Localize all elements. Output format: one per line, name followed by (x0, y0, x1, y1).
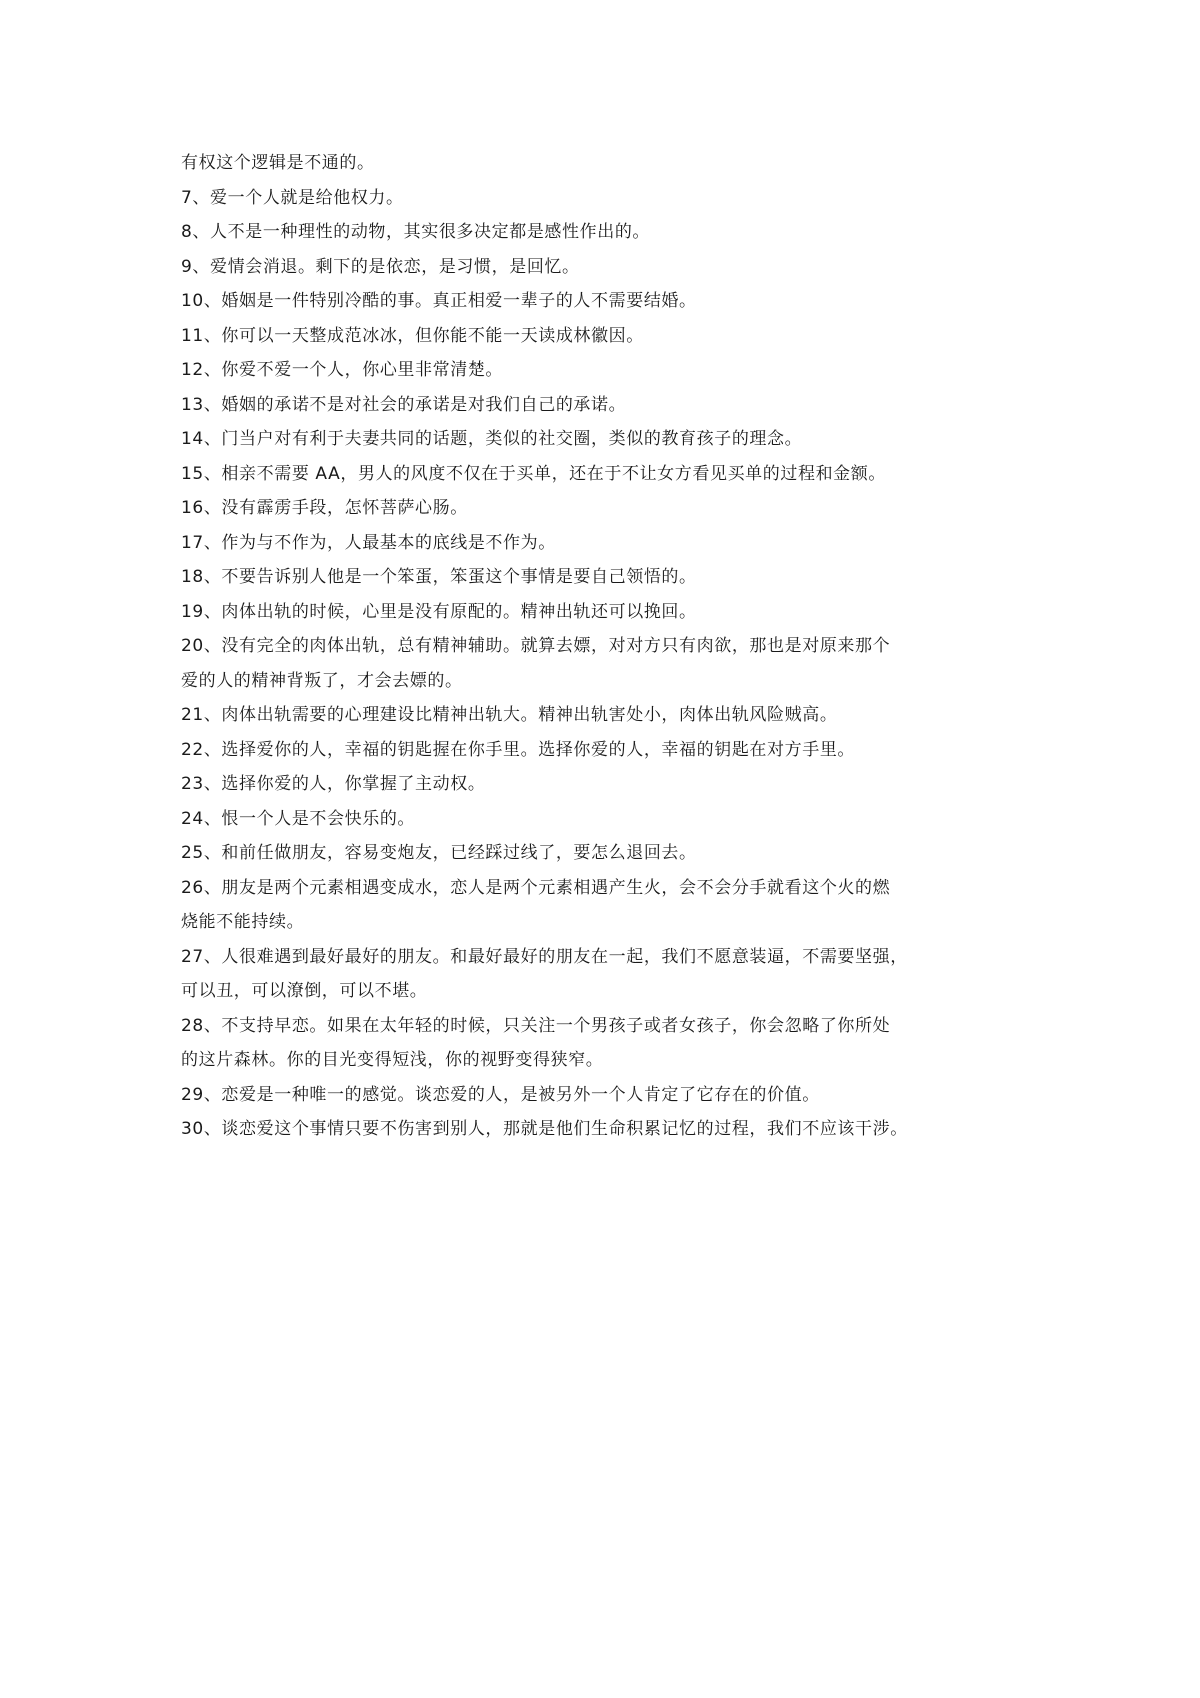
list-item (181, 526, 1041, 561)
list-item-line: 27、人很难遇到最好最好的朋友。和最好最好的朋友在一起，我们不愿意装逼，不需要坚强， (181, 946, 908, 967)
list-item (181, 457, 1041, 492)
list-item (181, 319, 1041, 354)
list-item-line: 9、爱情会消退。剩下的是依恋，是习惯，是回忆。 (181, 256, 580, 277)
continuation-line: 有权这个逻辑是不通的。 (181, 153, 375, 173)
list-item-line: 可以丑，可以潦倒，可以不堪。 (181, 981, 428, 1001)
list-item-line: 17、作为与不作为，人最基本的底线是不作为。 (181, 532, 556, 553)
list-item-line: 的这片森林。你的目光变得短浅，你的视野变得狭窄。 (181, 1050, 604, 1070)
list-item-line: 20、没有完全的肉体出轨，总有精神辅助。就算去嫖，对对方只有肉欲，那也是对原来那个 (181, 636, 891, 656)
document-body (181, 146, 1041, 1147)
list-item-line: 14、门当户对有利于夫妻共同的话题，类似的社交圈，类似的教育孩子的理念。 (181, 429, 803, 449)
list-item (181, 353, 1041, 388)
list-item-line: 16、没有霹雳手段，怎怀菩萨心肠。 (181, 498, 468, 518)
list-item-line: 29、恋爱是一种唯一的感觉。谈恋爱的人，是被另外一个人肯定了它存在的价值。 (181, 1084, 820, 1105)
list-item-line: 15、相亲不需要 AA，男人的风度不仅在于买单，还在于不让女方看见买单的过程和金额。 (181, 463, 886, 484)
list-item (181, 1112, 1041, 1147)
list-item-line: 10、婚姻是一件特别冷酷的事。真正相爱一辈子的人不需要结婚。 (181, 291, 697, 311)
list-item-line: 19、肉体出轨的时候，心里是没有原配的。精神出轨还可以挽回。 (181, 601, 697, 622)
list-item (181, 698, 1041, 733)
list-item (181, 871, 1041, 940)
list-item (181, 491, 1041, 526)
list-item-line: 21、肉体出轨需要的心理建设比精神出轨大。精神出轨害处小，肉体出轨风险贼高。 (181, 705, 838, 725)
list-item-line: 11、你可以一天整成范冰冰，但你能不能一天读成林徽因。 (181, 325, 644, 346)
list-item (181, 422, 1041, 457)
list-item-line: 24、恨一个人是不会快乐的。 (181, 808, 416, 829)
list-item-line: 7、爱一个人就是给他权力。 (181, 187, 404, 208)
list-item (181, 250, 1041, 285)
list-item (181, 940, 1041, 1009)
list-item-line: 22、选择爱你的人，幸福的钥匙握在你手里。选择你爱的人，幸福的钥匙在对方手里。 (181, 739, 856, 760)
list-item-line: 烧能不能持续。 (181, 912, 305, 932)
list-item-line: 18、不要告诉别人他是一个笨蛋，笨蛋这个事情是要自己领悟的。 (181, 567, 697, 587)
list-item (181, 767, 1041, 802)
list-item-line: 13、婚姻的承诺不是对社会的承诺是对我们自己的承诺。 (181, 394, 627, 415)
list-item-line: 26、朋友是两个元素相遇变成水，恋人是两个元素相遇产生火，会不会分手就看这个火的燃 (181, 877, 891, 898)
list-item (181, 560, 1041, 595)
list-item (181, 215, 1041, 250)
list-item-line: 28、不支持早恋。如果在太年轻的时候，只关注一个男孩子或者女孩子，你会忽略了你所处 (181, 1015, 891, 1036)
list-item-line: 25、和前任做朋友，容易变炮友，已经踩过线了，要怎么退回去。 (181, 843, 697, 863)
list-item (181, 181, 1041, 216)
list-item-line: 23、选择你爱的人，你掌握了主动权。 (181, 774, 486, 794)
list-item (181, 1078, 1041, 1113)
list-item (181, 733, 1041, 768)
list-item (181, 388, 1041, 423)
list-item (181, 1009, 1041, 1078)
list-item (181, 595, 1041, 630)
list-item-line: 12、你爱不爱一个人，你心里非常清楚。 (181, 360, 504, 380)
list-item-line: 8、人不是一种理性的动物，其实很多决定都是感性作出的。 (181, 222, 651, 242)
list-item (181, 629, 1041, 698)
list-item-line: 爱的人的精神背叛了，才会去嫖的。 (181, 670, 463, 691)
list-item (181, 284, 1041, 319)
list-item (181, 802, 1041, 837)
list-item (181, 836, 1041, 871)
list-item-line: 30、谈恋爱这个事情只要不伤害到别人，那就是他们生命积累记忆的过程，我们不应该干涉。 (181, 1119, 908, 1139)
